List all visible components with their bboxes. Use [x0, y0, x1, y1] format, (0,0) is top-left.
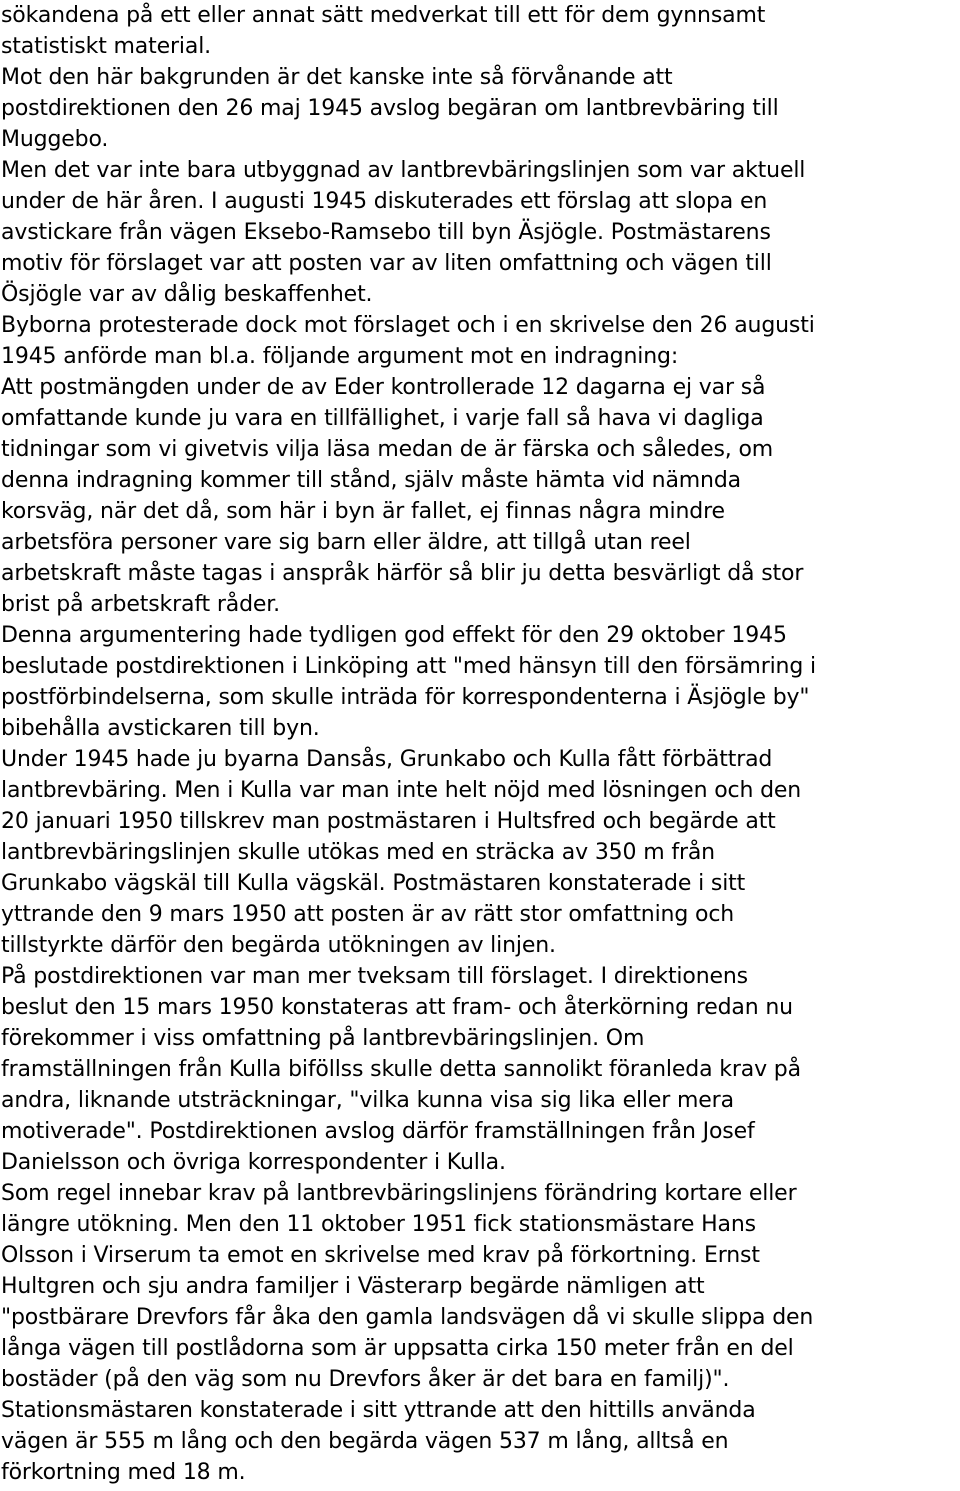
- text-line: denna indragning kommer till stånd, själv måste hämta vid nämnda: [1, 468, 742, 493]
- text-line: motiv för förslaget var att posten var av liten omfattning och vägen till: [1, 251, 772, 276]
- text-line: Under 1945 hade ju byarna Dansås, Grunkabo och Kulla fått förbättrad: [1, 747, 773, 772]
- text-line: Men det var inte bara utbyggnad av lantbrevbäringslinjen som var aktuell: [1, 158, 806, 183]
- text-line: långa vägen till postlådorna som är uppsatta cirka 150 meter från en del: [1, 1336, 794, 1361]
- text-line: 20 januari 1950 tillskrev man postmästaren i Hultsfred och begärde att: [1, 809, 776, 834]
- text-line: Danielsson och övriga korrespondenter i Kulla.: [1, 1150, 506, 1175]
- text-line: Som regel innebar krav på lantbrevbäringslinjens förändring kortare eller: [1, 1181, 797, 1206]
- text-line: Olsson i Virserum ta emot en skrivelse med krav på förkortning. Ernst: [1, 1243, 760, 1268]
- text-line: postdirektionen den 26 maj 1945 avslog begäran om lantbrevbäring till: [1, 96, 779, 121]
- text-line: lantbrevbäringslinjen skulle utökas med en sträcka av 350 m från: [1, 840, 715, 865]
- text-line: Denna argumentering hade tydligen god effekt för den 29 oktober 1945: [1, 623, 787, 648]
- text-line: Ösjögle var av dålig beskaffenhet.: [1, 282, 373, 307]
- text-line: motiverade". Postdirektionen avslog därför framställningen från Josef: [1, 1119, 755, 1144]
- text-line: "postbärare Drevfors får åka den gamla landsvägen då vi skulle slippa den: [1, 1305, 814, 1330]
- text-line: beslut den 15 mars 1950 konstateras att fram- och återkörning redan nu: [1, 995, 793, 1020]
- text-line: På postdirektionen var man mer tveksam till förslaget. I direktionens: [1, 964, 748, 989]
- text-line: tidningar som vi givetvis vilja läsa medan de är färska och således, om: [1, 437, 774, 462]
- text-line: Att postmängden under de av Eder kontrollerade 12 dagarna ej var så: [1, 375, 766, 400]
- document-page: [1, 0, 959, 1488]
- text-line: framställningen från Kulla biföllss skulle detta sannolikt föranleda krav på: [1, 1057, 801, 1082]
- text-line: Mot den här bakgrunden är det kanske inte så förvånande att: [1, 65, 673, 90]
- text-line: bostäder (på den väg som nu Drevfors åker är det bara en familj)".: [1, 1367, 730, 1392]
- text-line: tillstyrkte därför den begärda utökningen av linjen.: [1, 933, 556, 958]
- text-line: yttrande den 9 mars 1950 att posten är av rätt stor omfattning och: [1, 902, 735, 927]
- text-line: lantbrevbäring. Men i Kulla var man inte helt nöjd med lösningen och den: [1, 778, 802, 803]
- text-line: statistiskt material.: [1, 34, 211, 59]
- text-line: bibehålla avstickaren till byn.: [1, 716, 320, 741]
- text-line: brist på arbetskraft råder.: [1, 592, 280, 617]
- text-line: arbetsföra personer vare sig barn eller äldre, att tillgå utan reel: [1, 530, 691, 555]
- text-line: beslutade postdirektionen i Linköping att "med hänsyn till den försämring i: [1, 654, 816, 679]
- text-line: Grunkabo vägskäl till Kulla vägskäl. Postmästaren konstaterade i sitt: [1, 871, 746, 896]
- text-line: sökandena på ett eller annat sätt medverkat till ett för dem gynnsamt: [1, 3, 766, 28]
- text-line: förkortning med 18 m.: [1, 1460, 246, 1485]
- text-line: avstickare från vägen Eksebo-Ramsebo till byn Äsjögle. Postmästarens: [1, 220, 771, 245]
- text-line: 1945 anförde man bl.a. följande argument mot en indragning:: [1, 344, 679, 369]
- text-line: vägen är 555 m lång och den begärda vägen 537 m lång, alltså en: [1, 1429, 729, 1454]
- text-line: Byborna protesterade dock mot förslaget och i en skrivelse den 26 augusti: [1, 313, 815, 338]
- text-line: Muggebo.: [1, 127, 109, 152]
- text-line: Hultgren och sju andra familjer i Västerarp begärde nämligen att: [1, 1274, 705, 1299]
- text-line: omfattande kunde ju vara en tillfällighet, i varje fall så hava vi dagliga: [1, 406, 764, 431]
- text-line: postförbindelserna, som skulle inträda för korrespondenterna i Äsjögle by": [1, 685, 810, 710]
- text-line: korsväg, när det då, som här i byn är fallet, ej finnas några mindre: [1, 499, 725, 524]
- text-line: andra, liknande utsträckningar, "vilka kunna visa sig lika eller mera: [1, 1088, 734, 1113]
- text-line: arbetskraft måste tagas i anspråk härför så blir ju detta besvärligt då stor: [1, 561, 804, 586]
- text-line: Stationsmästaren konstaterade i sitt yttrande att den hittills använda: [1, 1398, 756, 1423]
- text-line: längre utökning. Men den 11 oktober 1951 fick stationsmästare Hans: [1, 1212, 756, 1237]
- text-line: under de här åren. I augusti 1945 diskuterades ett förslag att slopa en: [1, 189, 768, 214]
- text-line: förekommer i viss omfattning på lantbrevbäringslinjen. Om: [1, 1026, 645, 1051]
